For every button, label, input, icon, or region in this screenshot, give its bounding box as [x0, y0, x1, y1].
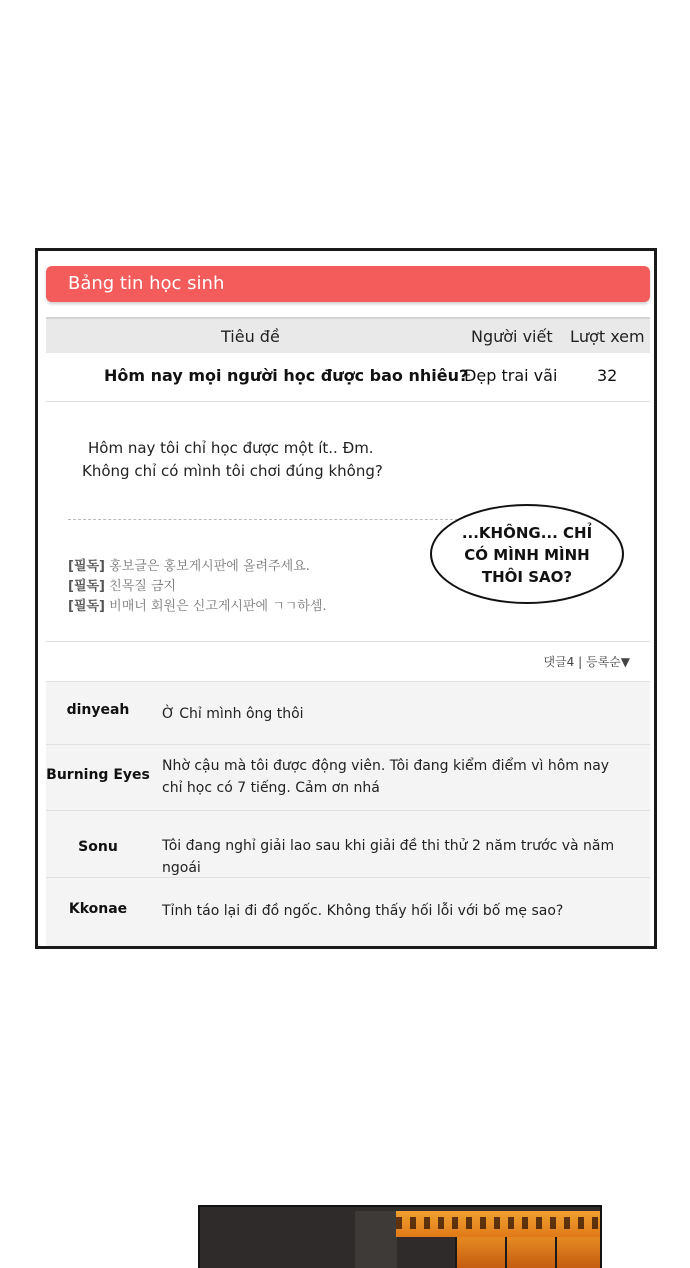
comment-user[interactable]: Kkonae [68, 901, 128, 917]
comment-row [46, 810, 650, 877]
image-tree-silhouettes [396, 1217, 602, 1229]
post-row[interactable] [46, 351, 650, 402]
post-body-line: Hôm nay tôi chỉ học được một ít.. Đm. [88, 439, 374, 457]
dashed-divider [68, 519, 463, 520]
comment-text: Tôi đang nghỉ giải lao sau khi giải đề thi thử 2 năm trước và năm ngoái [162, 838, 615, 876]
board-header [46, 266, 650, 302]
sort-dropdown[interactable]: 등록순▼ [585, 655, 630, 669]
image-frame-line [455, 1237, 457, 1268]
comment-row [46, 681, 650, 744]
image-frame-line [555, 1237, 557, 1268]
column-views: Lượt xem [570, 327, 645, 346]
comment-user[interactable]: Sonu [78, 839, 118, 855]
comment-row [46, 877, 650, 946]
image-frame-line [505, 1237, 507, 1268]
column-header-row [46, 317, 650, 353]
speech-bubble [430, 504, 624, 604]
image-dark-block [355, 1211, 397, 1268]
rule-item [68, 577, 327, 597]
comment-count: 댓글4 | [543, 655, 583, 669]
student-board-panel [35, 248, 657, 949]
rule-text: 홍보글은 홍보게시판에 올려주세요. [109, 559, 310, 574]
rule-tag: [필독] [68, 599, 105, 614]
next-panel-image [198, 1205, 602, 1268]
comment-user[interactable]: dinyeah [66, 702, 130, 718]
column-author: Người viết [471, 327, 553, 346]
board-title: Bảng tin học sinh [68, 273, 225, 294]
post-views: 32 [597, 366, 618, 385]
rule-text: 비매너 회원은 신고게시판에 ㄱㄱ하셈. [109, 599, 327, 614]
post-body [82, 437, 383, 483]
bubble-line: THÔI SAO? [481, 568, 573, 586]
comment-text: Ờ Chỉ mình ông thôi [162, 706, 304, 722]
comment-text: Nhờ cậu mà tôi được động viên. Tôi đang kiểm điểm vì hôm nay chỉ học có 7 tiếng. Cảm ơn nhá [162, 758, 610, 796]
comment-user[interactable]: Burning Eyes [46, 767, 150, 783]
image-sunset-lower [455, 1237, 602, 1268]
column-title: Tiêu đề [221, 327, 280, 346]
post-body-line: Không chỉ có mình tôi chơi đúng không? [82, 462, 383, 480]
rule-text: 친목질 금지 [109, 579, 177, 594]
comment-row [46, 744, 650, 810]
post-author[interactable]: Đẹp trai vãi [464, 366, 558, 385]
rule-item [68, 557, 327, 577]
comments-divider [46, 641, 650, 642]
rule-tag: [필독] [68, 579, 105, 594]
rule-tag: [필독] [68, 559, 105, 574]
comment-text: Tỉnh táo lại đi đồ ngốc. Không thấy hối lỗi với bố mẹ sao? [162, 903, 564, 919]
notice-rules [68, 557, 327, 617]
bubble-line: ...KHÔNG... CHỈ [461, 524, 593, 542]
speech-bubble-text [432, 522, 622, 588]
comment-sort-bar [543, 653, 630, 670]
rule-item [68, 597, 327, 617]
post-title[interactable]: Hôm nay mọi người học được bao nhiêu? [104, 366, 469, 385]
comment-list [46, 681, 650, 946]
bubble-line: CÓ MÌNH MÌNH [464, 546, 590, 564]
